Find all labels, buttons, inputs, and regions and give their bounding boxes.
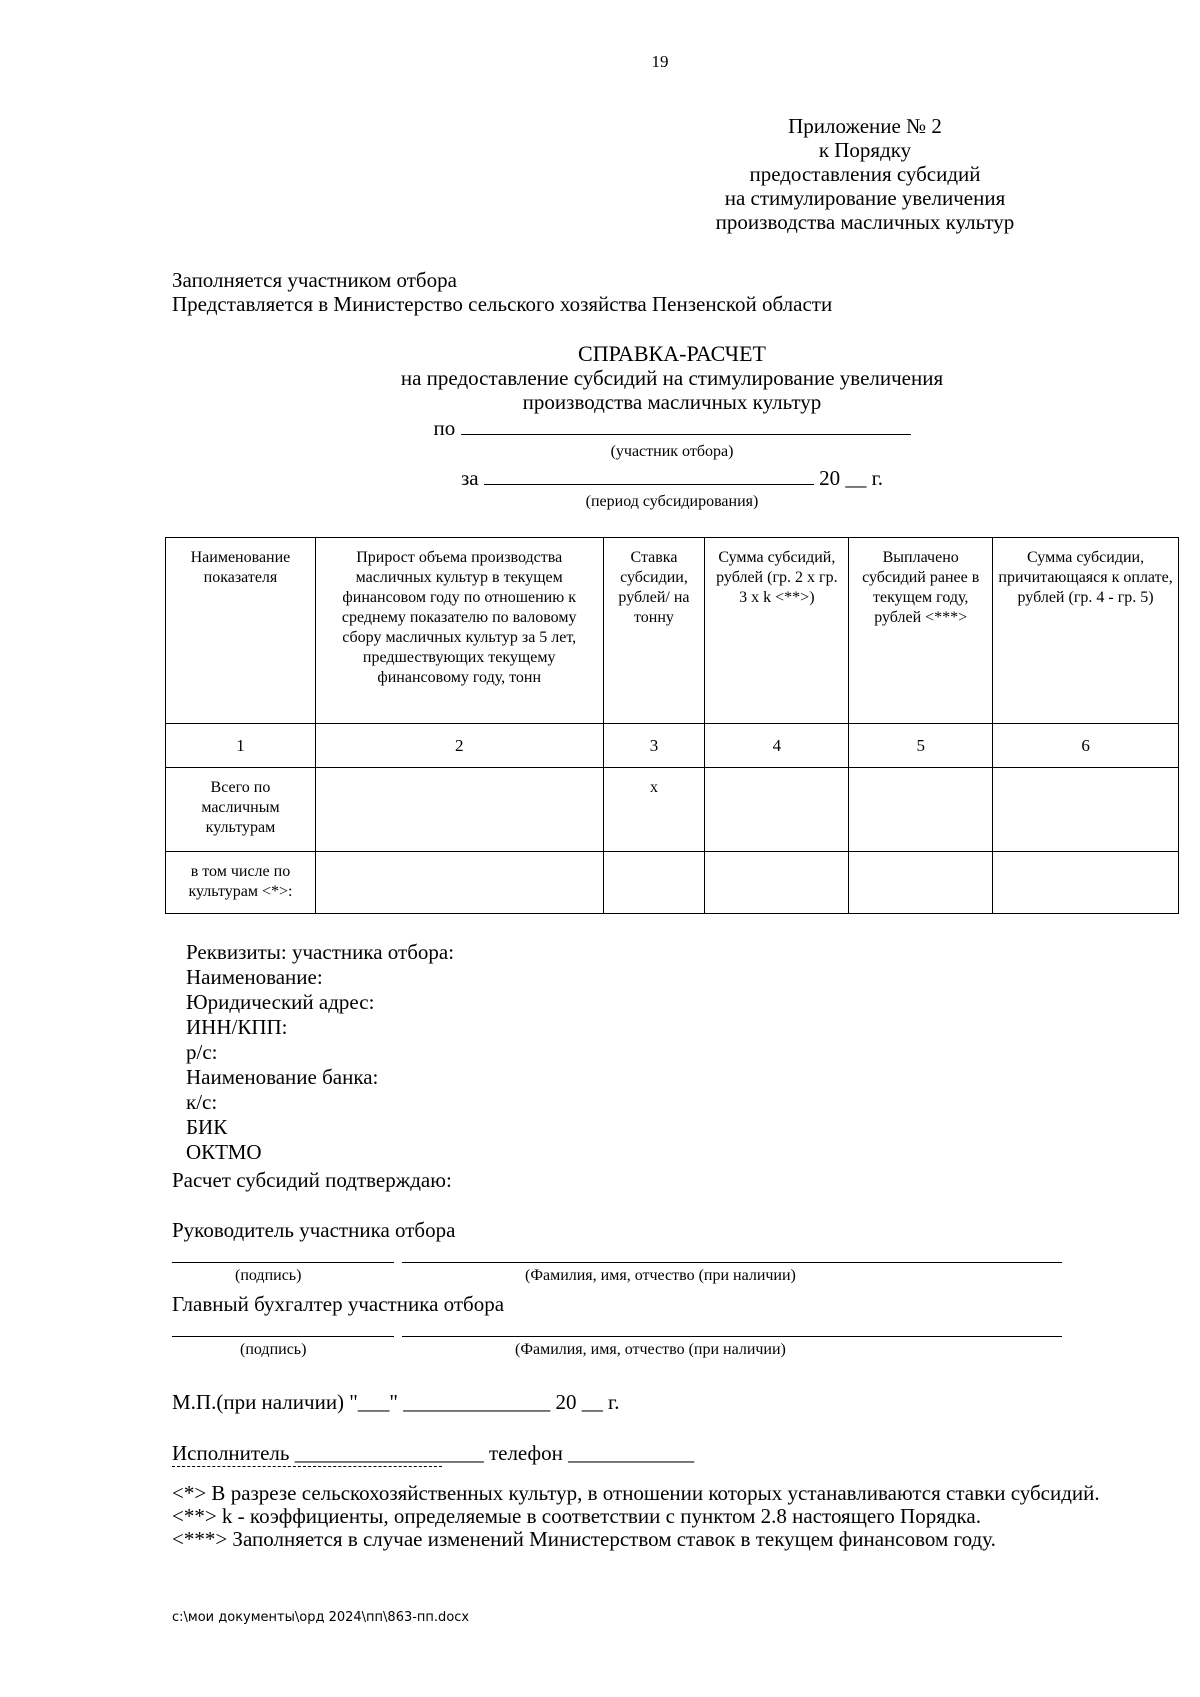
footnotes xyxy=(172,1482,1178,1551)
table-cell xyxy=(315,852,603,914)
accountant-name-line xyxy=(402,1336,1062,1337)
table-cell: Всего по масличным культурам xyxy=(166,768,316,852)
column-number: 3 xyxy=(603,724,705,768)
requisite-line: Юридический адрес: xyxy=(186,990,375,1014)
requisite-line: к/с: xyxy=(186,1090,218,1114)
filled-by-text: Заполняется участником отбора xyxy=(172,268,457,292)
for-label: за xyxy=(460,466,479,490)
year-label: 20 __ г. xyxy=(819,466,884,490)
appendix-line: производства масличных культур xyxy=(715,210,1015,234)
table-row xyxy=(166,852,1179,914)
requisite-line: ОКТМО xyxy=(186,1140,262,1164)
table-header-cell: Наименование показателя xyxy=(166,538,316,724)
submitted-to-text: Представляется в Министерство сельского хозяйства Пензенской области xyxy=(172,292,833,316)
appendix-line: предоставления субсидий xyxy=(749,162,981,186)
participant-blank xyxy=(461,416,911,435)
column-number: 6 xyxy=(993,724,1179,768)
appendix-line: к Порядку xyxy=(818,138,912,162)
table-cell xyxy=(705,852,849,914)
requisite-line: БИК xyxy=(186,1115,228,1139)
table-row xyxy=(166,768,1179,852)
table-cell xyxy=(849,768,993,852)
requisite-line: Наименование: xyxy=(186,965,323,989)
requisite-line: Наименование банка: xyxy=(186,1065,379,1089)
table-cell xyxy=(849,852,993,914)
table-cell: х xyxy=(603,768,705,852)
footnote-separator xyxy=(172,1466,442,1467)
column-number: 5 xyxy=(849,724,993,768)
table-cell xyxy=(993,768,1179,852)
requisite-line: ИНН/КПП: xyxy=(186,1015,288,1039)
document-subtitle: на предоставление субсидий на стимулирование увеличения xyxy=(400,366,944,390)
accountant-sign-caption: (подпись) xyxy=(240,1341,307,1358)
footnote: <***> Заполняется в случае изменений Министерством ставок в текущем финансовом году. xyxy=(172,1527,996,1551)
stamp-date-line: М.П.(при наличии) "___" ______________ 20 __ г. xyxy=(172,1390,620,1414)
head-name-line xyxy=(402,1262,1062,1263)
by-label: по xyxy=(433,416,456,440)
participant-line xyxy=(172,416,1172,440)
table-cell xyxy=(993,852,1179,914)
page-number: 19 xyxy=(651,52,669,71)
table-header-row xyxy=(166,538,1179,724)
document-title: СПРАВКА-РАСЧЕТ xyxy=(578,341,766,366)
table-cell: в том числе по культурам <*>: xyxy=(166,852,316,914)
column-number: 4 xyxy=(705,724,849,768)
fill-note xyxy=(172,268,832,316)
head-sign-line xyxy=(172,1262,394,1263)
period-blank xyxy=(484,466,814,485)
requisite-line: Реквизиты: участника отбора: xyxy=(186,940,455,964)
column-number: 1 xyxy=(166,724,316,768)
table-header-cell: Прирост объема производства масличных культур в текущем финансовом году по отношению к среднему показателю по валовому сбору масличных культур за 5 лет, предшествующих текущему финансовому году, тонн xyxy=(315,538,603,724)
appendix-header xyxy=(605,114,1125,234)
table-cell xyxy=(705,768,849,852)
table-header-cell: Ставка субсидии, рублей/ на тонну xyxy=(603,538,705,724)
appendix-line: на стимулирование увеличения xyxy=(724,186,1006,210)
confirm-text: Расчет субсидий подтверждаю: xyxy=(172,1168,452,1192)
file-path: с:\мои документы\орд 2024\пп\863-пп.docx xyxy=(172,1610,470,1625)
period-line xyxy=(172,466,1172,490)
table-number-row xyxy=(166,724,1179,768)
period-caption: (период субсидирования) xyxy=(585,493,759,510)
column-number: 2 xyxy=(315,724,603,768)
document-subtitle: производства масличных культур xyxy=(522,390,822,414)
head-name-caption: (Фамилия, имя, отчество (при наличии) xyxy=(525,1267,796,1284)
table-header-cell: Выплачено субсидий ранее в текущем году, рублей <***> xyxy=(849,538,993,724)
footnote: <*> В разрезе сельскохозяйственных культур, в отношении которых устанавливаются ставки субсидий. xyxy=(172,1481,1100,1505)
accountant-label: Главный бухгалтер участника отбора xyxy=(172,1292,505,1316)
calculation-table xyxy=(165,537,1179,914)
table-cell xyxy=(315,768,603,852)
appendix-line: Приложение № 2 xyxy=(788,114,942,138)
requisite-line: р/с: xyxy=(186,1040,218,1064)
accountant-sign-line xyxy=(172,1336,394,1337)
requisites-block xyxy=(186,940,454,1165)
table-header-cell: Сумма субсидий, рублей (гр. 2 х гр. 3 х k <**>) xyxy=(705,538,849,724)
table-cell xyxy=(603,852,705,914)
table-header-cell: Сумма субсидии, причитающаяся к оплате, рублей (гр. 4 - гр. 5) xyxy=(993,538,1179,724)
footnote: <**> k - коэффициенты, определяемые в соответствии с пунктом 2.8 настоящего Порядка. xyxy=(172,1504,982,1528)
head-label: Руководитель участника отбора xyxy=(172,1218,456,1242)
accountant-name-caption: (Фамилия, имя, отчество (при наличии) xyxy=(515,1341,786,1358)
executor-line: Исполнитель __________________ телефон ____________ xyxy=(172,1441,695,1465)
head-sign-caption: (подпись) xyxy=(235,1267,302,1284)
document-title-block xyxy=(172,342,1172,514)
participant-caption: (участник отбора) xyxy=(610,443,734,460)
